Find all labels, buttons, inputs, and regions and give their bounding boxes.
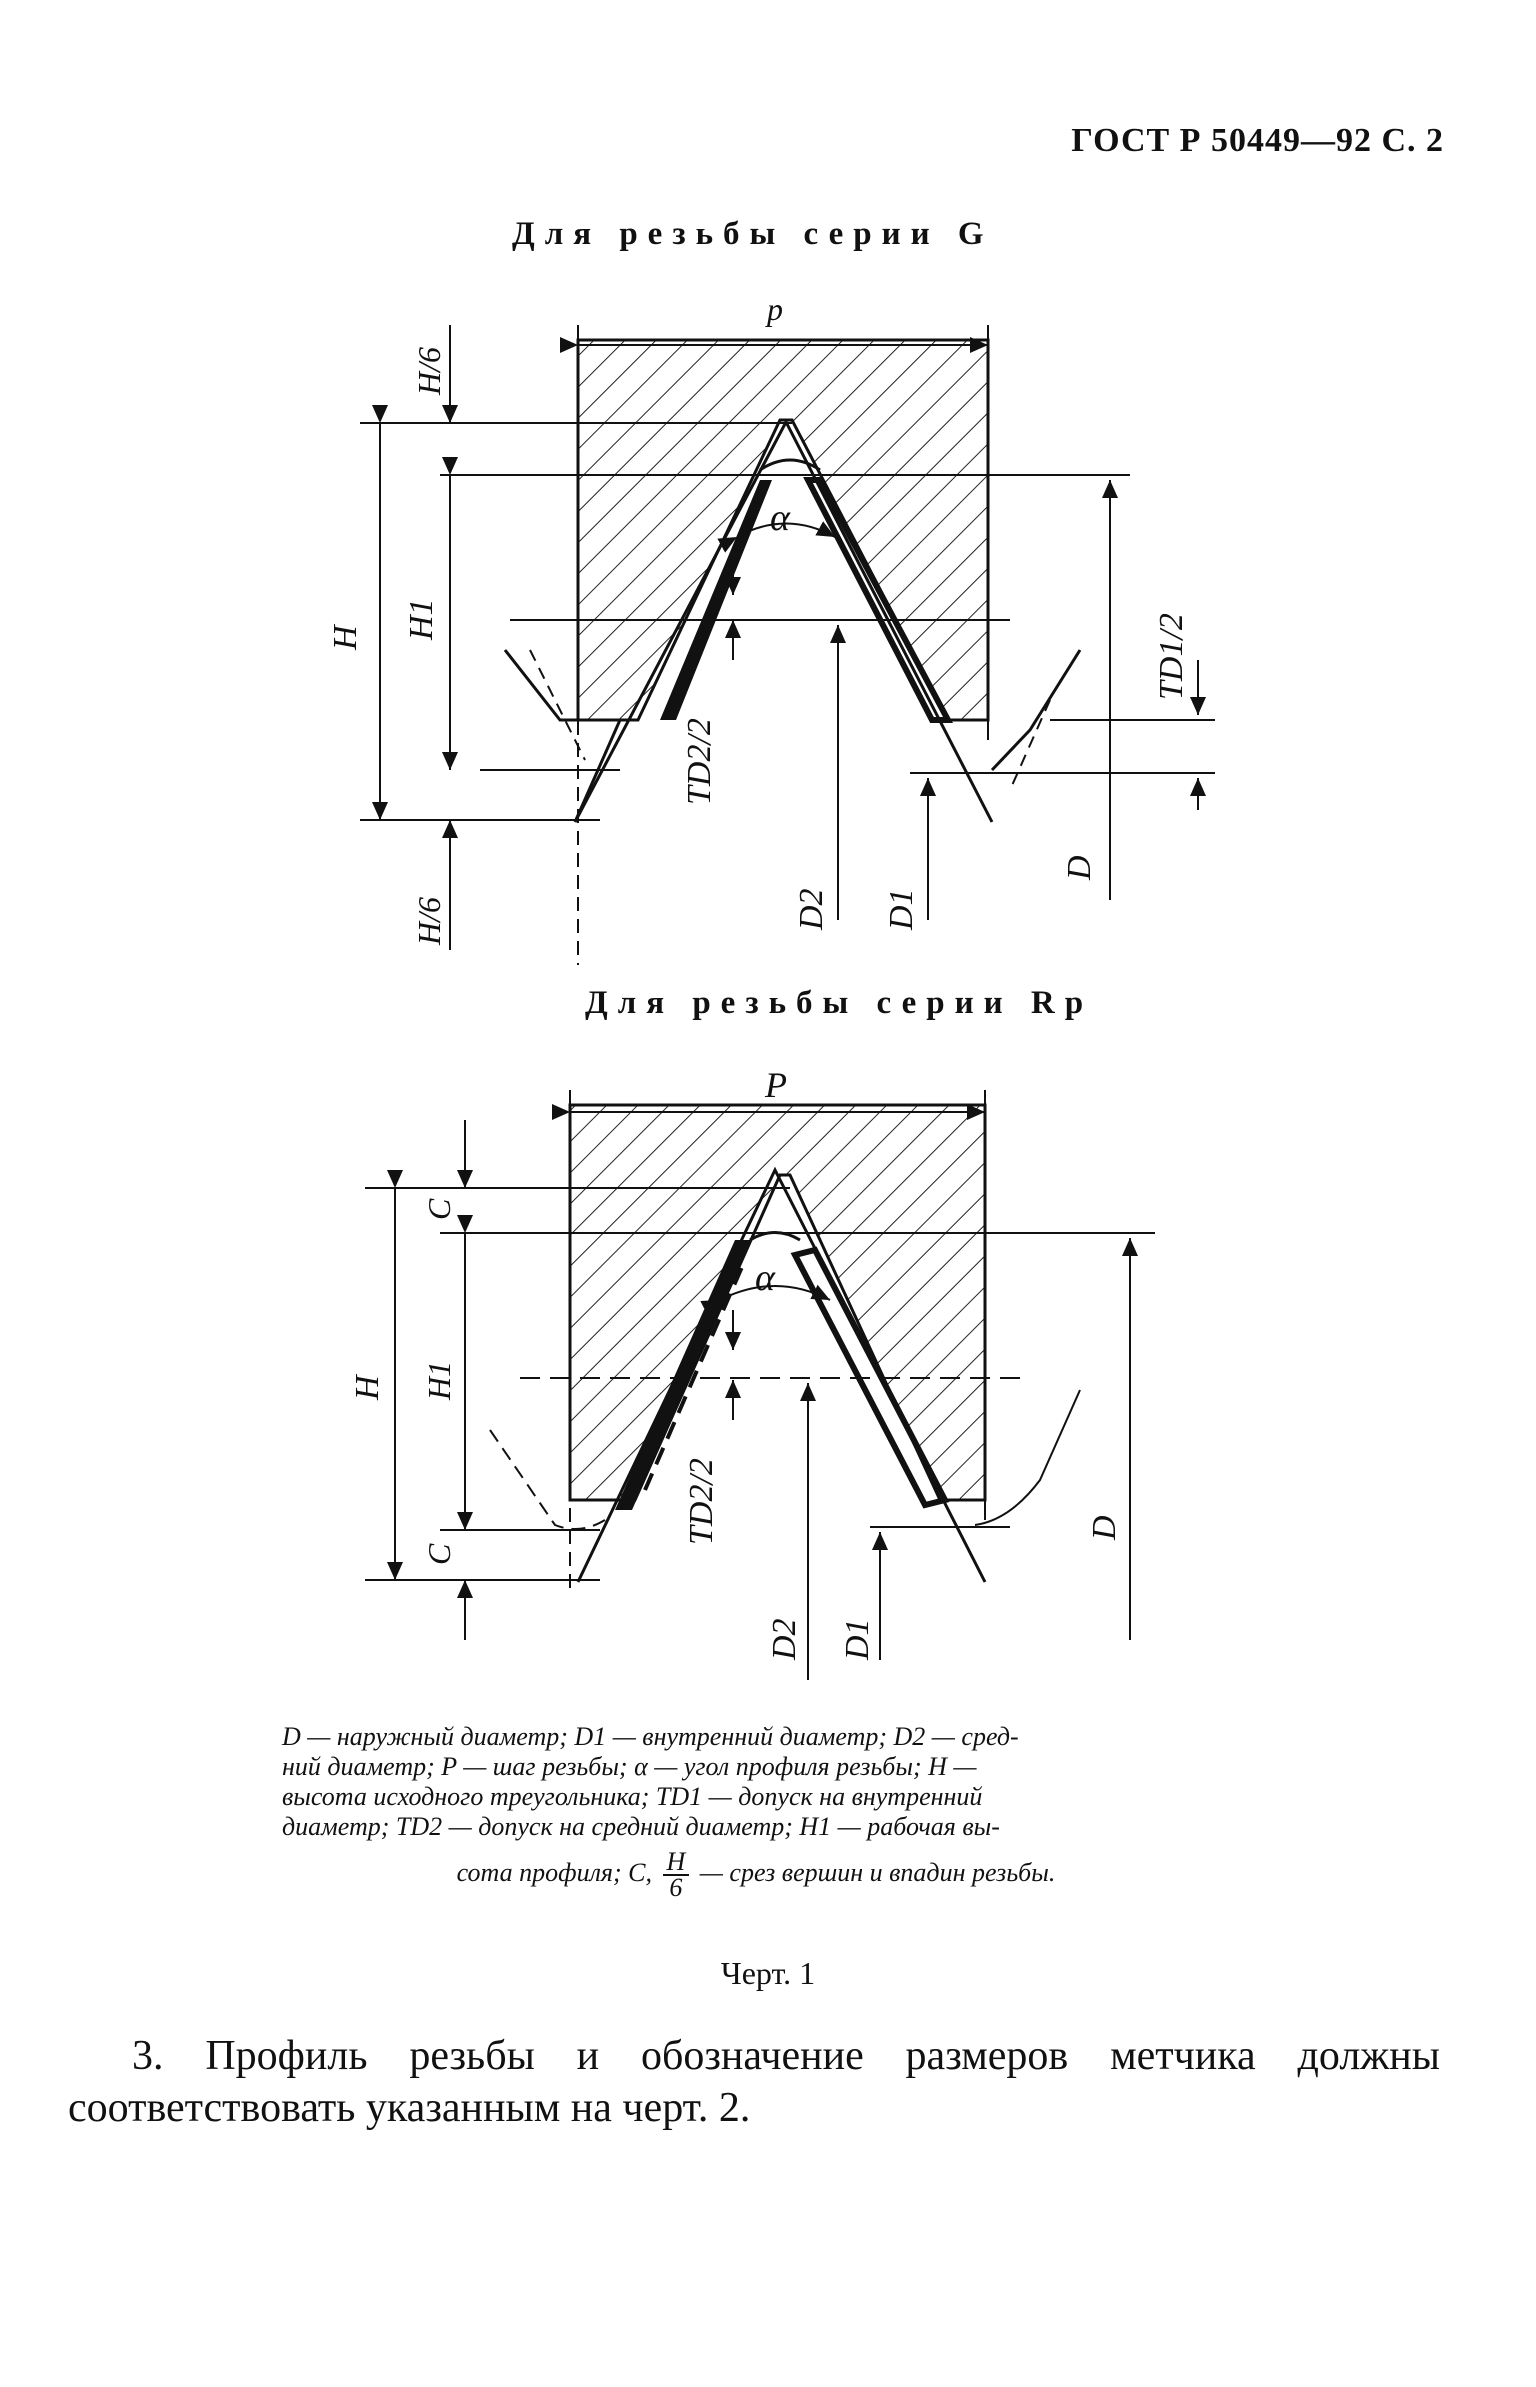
- angle-label-g: α: [770, 497, 790, 539]
- h1-label-g: H1: [403, 598, 440, 640]
- h1-label-rp: H1: [421, 1360, 457, 1400]
- legend-line: ний диаметр; P — шаг резьбы; α — угол профиля резьбы; H —: [282, 1752, 977, 1781]
- d1-label-rp: D1: [839, 1618, 876, 1660]
- fraction: [663, 1847, 690, 1902]
- c-top-label-rp: C: [421, 1198, 457, 1220]
- d2-label-rp: D2: [766, 1618, 803, 1660]
- legend-text: — срез вершин и впадин резьбы.: [699, 1857, 1056, 1887]
- d-label-rp: D: [1086, 1515, 1123, 1540]
- legend-line: D — наружный диаметр; D1 — внутренний диаметр; D2 — сред-: [282, 1722, 1019, 1751]
- section-rp-title: Для резьбы серии Rр: [585, 985, 1094, 1021]
- paragraph-line: соответствовать указанным на черт. 2.: [68, 2085, 751, 2131]
- angle-label-rp: α: [755, 1257, 775, 1299]
- pitch-label-g: p: [767, 291, 783, 327]
- legend-line: высота исходного треугольника; TD1 — допуск на внутренний: [282, 1782, 983, 1811]
- body-paragraph: [68, 2030, 1440, 2134]
- td2-label-g: TD2/2: [681, 718, 718, 805]
- fraction-denominator: 6: [669, 1873, 683, 1902]
- h6-top-label-g: H/6: [411, 347, 447, 395]
- h-label-g: H: [327, 625, 364, 650]
- c-bottom-label-rp: C: [421, 1543, 457, 1565]
- h6-bottom-label-g: H/6: [411, 897, 447, 945]
- pitch-label-rp: P: [765, 1065, 787, 1105]
- paragraph-line: 3. Профиль резьбы и обозначение размеров метчика должны: [132, 2033, 1440, 2079]
- td1-label-g: TD1/2: [1153, 613, 1190, 700]
- legend-line: диаметр; TD2 — допуск на средний диаметр; H1 — рабочая вы-: [282, 1812, 1000, 1841]
- figure-caption: Черт. 1: [720, 1955, 816, 1991]
- d-label-g: D: [1061, 855, 1098, 880]
- legend-text: сота профиля; C,: [456, 1857, 653, 1887]
- td2-label-rp: TD2/2: [683, 1458, 720, 1545]
- h-label-rp: H: [349, 1375, 386, 1400]
- legend-line: [282, 1847, 1230, 1902]
- document-header: ГОСТ Р 50449—92 С. 2: [1071, 122, 1444, 159]
- d1-label-g: D1: [883, 888, 920, 930]
- fraction-numerator: H: [663, 1850, 690, 1876]
- d2-label-g: D2: [793, 888, 830, 930]
- legend: [282, 1722, 1230, 1900]
- section-g-title: Для резьбы серии G: [512, 216, 994, 252]
